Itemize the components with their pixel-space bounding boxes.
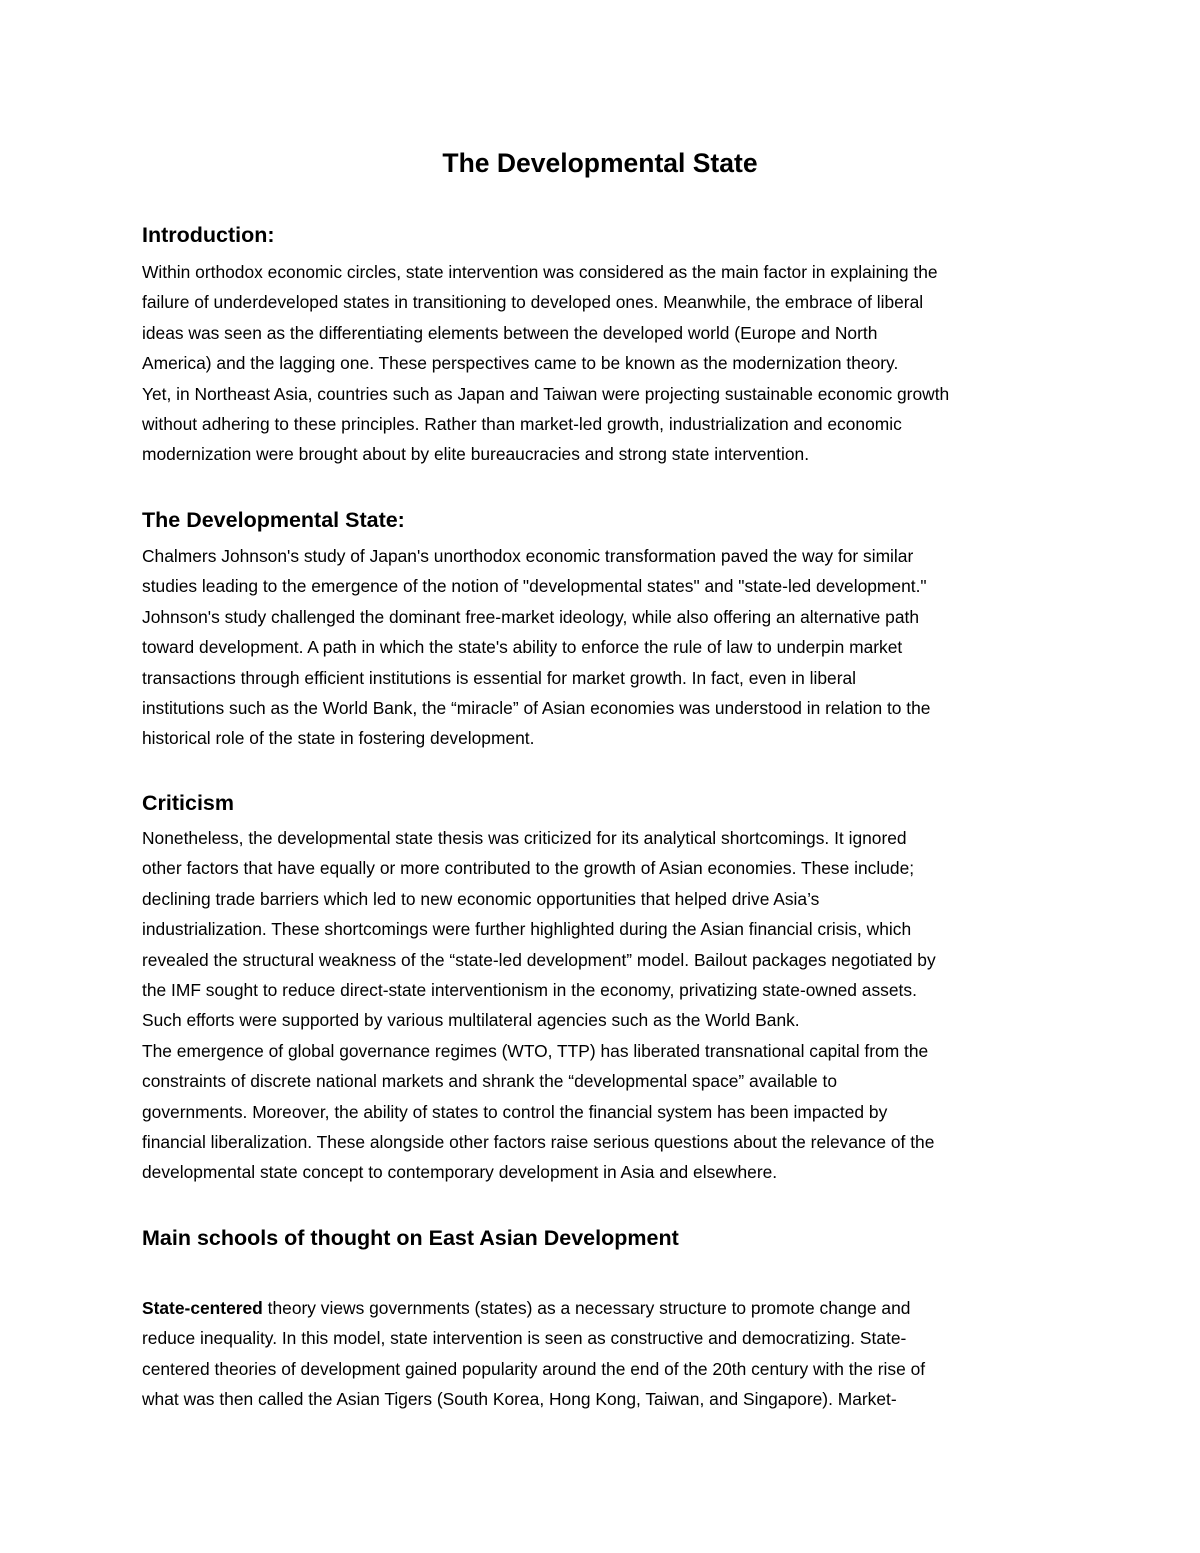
text-line: transactions through efficient institutions is essential for market growth. In fact, even in liberal: [142, 667, 857, 688]
text-line: Yet, in Northeast Asia, countries such as Japan and Taiwan were projecting sustainable economic growth: [142, 383, 950, 404]
text-line: Chalmers Johnson's study of Japan's unorthodox economic transformation paved the way for similar: [142, 546, 914, 566]
state-centered-term: State-centered: [142, 1298, 263, 1318]
text-line: other factors that have equally or more contributed to the growth of Asian economies. These include;: [142, 858, 915, 879]
text-line: modernization were brought about by elite bureaucracies and strong state intervention.: [142, 444, 810, 465]
text-line: developmental state concept to contemporary development in Asia and elsewhere.: [142, 1162, 778, 1183]
state-centered-paragraph: [142, 1293, 1077, 1415]
text-line: financial liberalization. These alongside other factors raise serious questions about the relevance of the: [142, 1131, 935, 1152]
text-line: toward development. A path in which the state's ability to enforce the rule of law to underpin market: [142, 637, 903, 658]
text-line: centered theories of development gained popularity around the end of the 20th century with the rise of: [142, 1358, 926, 1379]
text-line: without adhering to these principles. Rather than market-led growth, industrialization and economic: [142, 413, 902, 434]
developmental-state-paragraph: [142, 541, 1077, 754]
text-line: institutions such as the World Bank, the “miracle” of Asian economies was understood in relation to the: [142, 697, 931, 718]
introduction-paragraph: [142, 257, 1077, 470]
section-heading-introduction: Introduction:: [142, 223, 275, 247]
text-line: reduce inequality. In this model, state intervention is seen as constructive and democratizing. State-: [142, 1328, 907, 1349]
text-line: Within orthodox economic circles, state intervention was considered as the main factor in explaining the: [142, 262, 938, 282]
text-line: Nonetheless, the developmental state thesis was criticized for its analytical shortcomings. It ignored: [142, 828, 907, 848]
text-run: theory views governments (states) as a necessary structure to promote change and: [262, 1298, 911, 1318]
section-heading-main-schools: Main schools of thought on East Asian Development: [142, 1226, 679, 1250]
text-line: [142, 1293, 1077, 1323]
text-line: studies leading to the emergence of the notion of "developmental states" and "state-led development.": [142, 576, 927, 597]
text-line: the IMF sought to reduce direct-state interventionism in the economy, privatizing state-owned assets.: [142, 979, 917, 1000]
text-line: America) and the lagging one. These perspectives came to be known as the modernization theory.: [142, 353, 899, 374]
text-line: governments. Moreover, the ability of states to control the financial system has been impacted by: [142, 1101, 888, 1122]
text-line: ideas was seen as the differentiating elements between the developed world (Europe and North: [142, 322, 878, 343]
criticism-paragraph: [142, 823, 1077, 1188]
document-title: The Developmental State: [442, 148, 758, 178]
text-line: historical role of the state in fostering development.: [142, 728, 535, 749]
text-line: revealed the structural weakness of the “state-led development” model. Bailout packages negotiated by: [142, 949, 936, 970]
section-heading-criticism: Criticism: [142, 791, 235, 815]
text-line: failure of underdeveloped states in transitioning to developed ones. Meanwhile, the embrace of liberal: [142, 292, 924, 313]
text-line: The emergence of global governance regimes (WTO, TTP) has liberated transnational capital from the: [142, 1040, 929, 1061]
text-line: constraints of discrete national markets and shrank the “developmental space” available to: [142, 1071, 838, 1092]
text-line: what was then called the Asian Tigers (South Korea, Hong Kong, Taiwan, and Singapore). Market-: [142, 1389, 897, 1410]
text-line: Such efforts were supported by various multilateral agencies such as the World Bank.: [142, 1010, 800, 1031]
text-line: Johnson's study challenged the dominant free-market ideology, while also offering an alternative path: [142, 606, 920, 627]
text-line: industrialization. These shortcomings were further highlighted during the Asian financial crisis, which: [142, 919, 912, 940]
text-line: declining trade barriers which led to new economic opportunities that helped drive Asia’s: [142, 888, 820, 909]
section-heading-developmental-state: The Developmental State:: [142, 508, 405, 532]
